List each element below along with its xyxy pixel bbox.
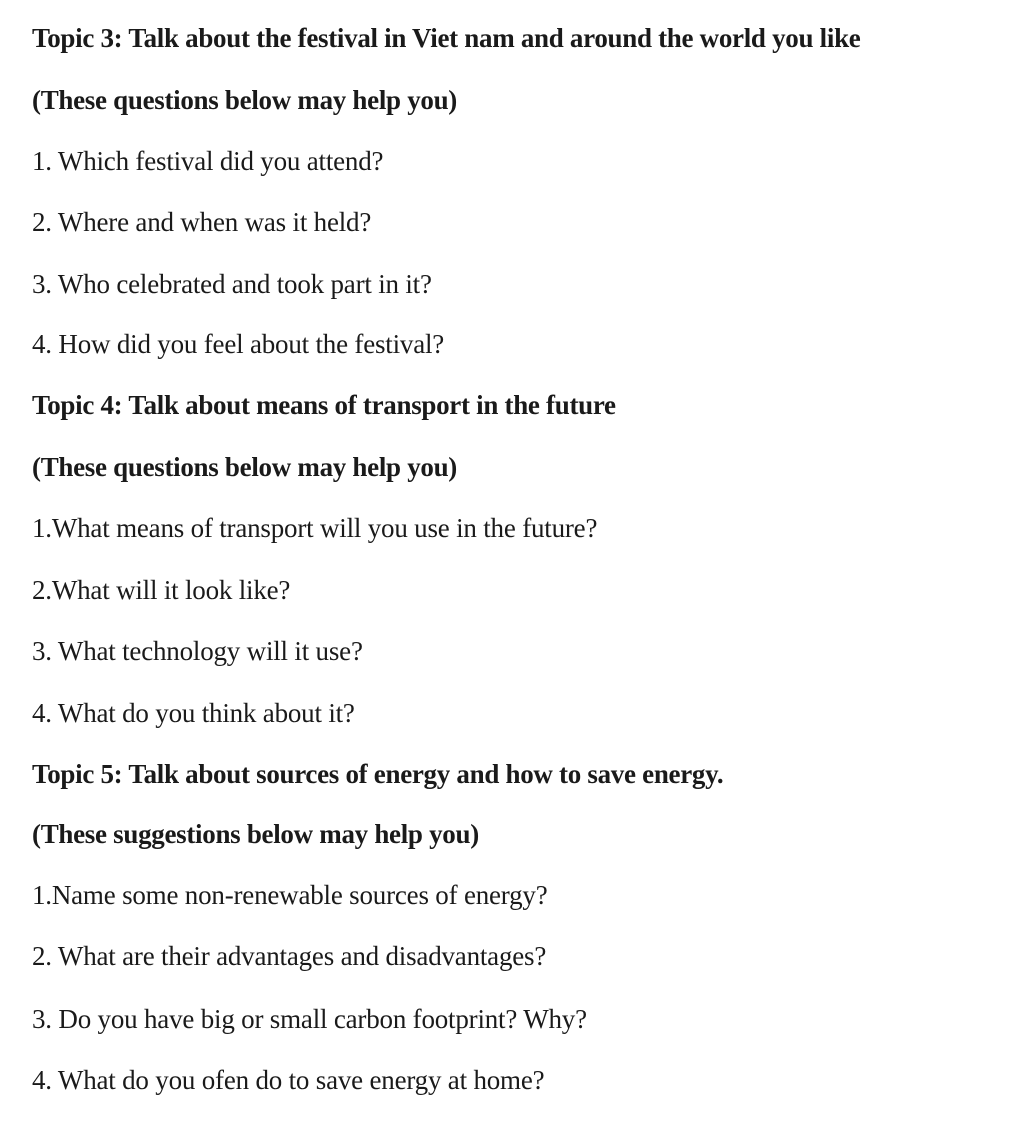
- topic-5-question-2: 2. What are their advantages and disadvantages?: [32, 941, 547, 971]
- topic-4-question-1: 1.What means of transport will you use in the future?: [32, 513, 598, 543]
- topic-4-heading: Topic 4: Talk about means of transport in the future: [32, 390, 616, 420]
- topic-5-question-4: 4. What do you ofen do to save energy at home?: [32, 1065, 545, 1095]
- topic-5-heading: Topic 5: Talk about sources of energy and how to save energy.: [32, 759, 724, 789]
- topic-3-question-3: 3. Who celebrated and took part in it?: [32, 269, 432, 299]
- topic-3-hint: (These questions below may help you): [32, 85, 457, 115]
- topic-5-hint: (These suggestions below may help you): [32, 819, 479, 849]
- topic-4-question-2: 2.What will it look like?: [32, 575, 291, 605]
- topic-3-heading: Topic 3: Talk about the festival in Viet nam and around the world you like: [32, 23, 861, 53]
- topic-5-question-1: 1.Name some non-renewable sources of energy?: [32, 880, 548, 910]
- topic-4-question-3: 3. What technology will it use?: [32, 636, 363, 666]
- topic-3-question-1: 1. Which festival did you attend?: [32, 146, 384, 176]
- topic-4-hint: (These questions below may help you): [32, 452, 457, 482]
- topic-4-question-4: 4. What do you think about it?: [32, 698, 355, 728]
- topic-5-question-3: 3. Do you have big or small carbon footprint? Why?: [32, 1004, 587, 1034]
- topic-3-question-4: 4. How did you feel about the festival?: [32, 329, 445, 359]
- topic-3-question-2: 2. Where and when was it held?: [32, 207, 372, 237]
